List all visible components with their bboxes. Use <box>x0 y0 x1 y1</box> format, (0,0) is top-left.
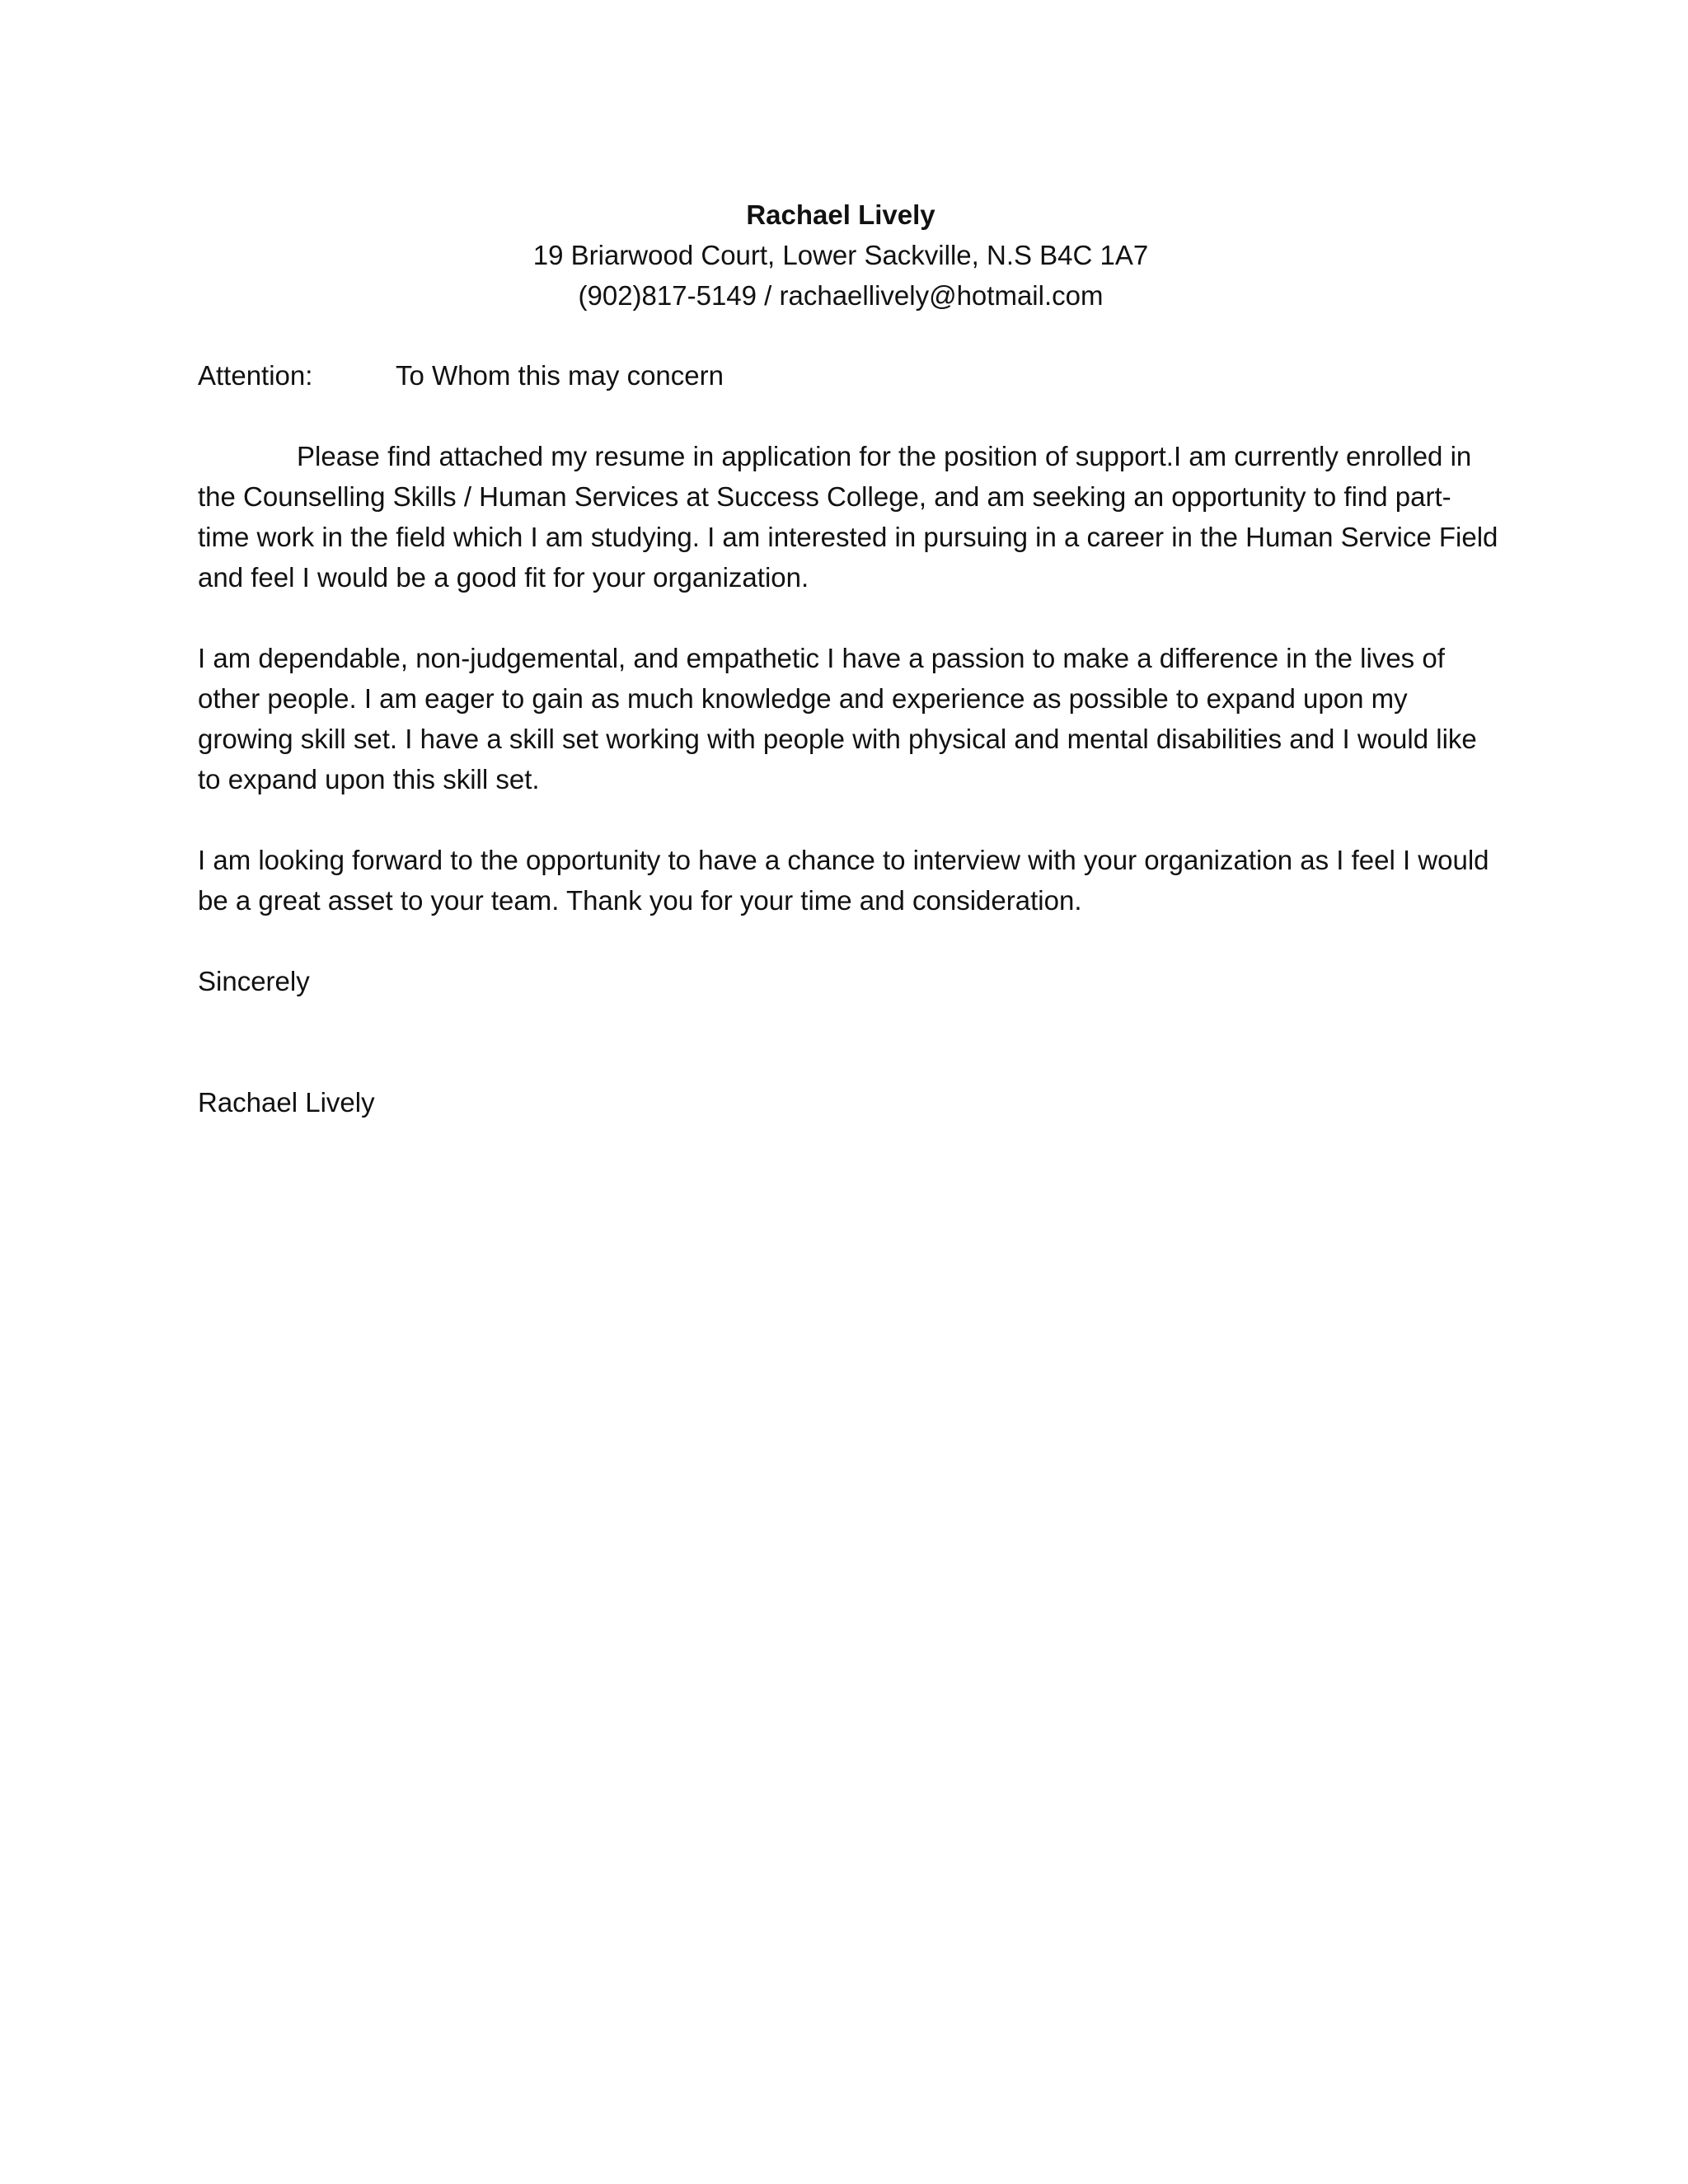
sender-address: 19 Briarwood Court, Lower Sackville, N.S B4C 1A7 <box>532 240 1149 270</box>
body-paragraph-1: Please find attached my resume in application for the position of support.I am currently enrolled in the Counselling Skills / Human Services at Success College, and am seeking an opportunity to find part-time work in the field which I am studying. I am interested in pursuing in a career in the Human Service Field and feel I would be a good fit for your organization. <box>198 441 1498 593</box>
sender-name: Rachael Lively <box>746 199 935 230</box>
body-paragraph-2: I am dependable, non-judgemental, and empathetic I have a passion to make a difference in the lives of other people. I am eager to gain as much knowledge and experience as possible to expand upon my growing skill set. I have a skill set working with people with physical and mental disabilities and I would like to expand upon this skill set. <box>198 643 1477 794</box>
sender-contact: (902)817-5149 / rachaellively@hotmail.com <box>578 280 1104 311</box>
closing-salutation: Sincerely <box>198 966 310 996</box>
cover-letter <box>198 194 1500 1122</box>
attention-recipient: To Whom this may concern <box>396 360 724 391</box>
signature-name: Rachael Lively <box>198 1087 375 1118</box>
letter-header <box>198 194 1484 316</box>
attention-line <box>198 355 1500 396</box>
body-paragraph-3: I am looking forward to the opportunity to have a chance to interview with your organization as I feel I would be a great asset to your team. Thank you for your time and consideration. <box>198 845 1489 916</box>
attention-label: Attention: <box>198 360 313 391</box>
